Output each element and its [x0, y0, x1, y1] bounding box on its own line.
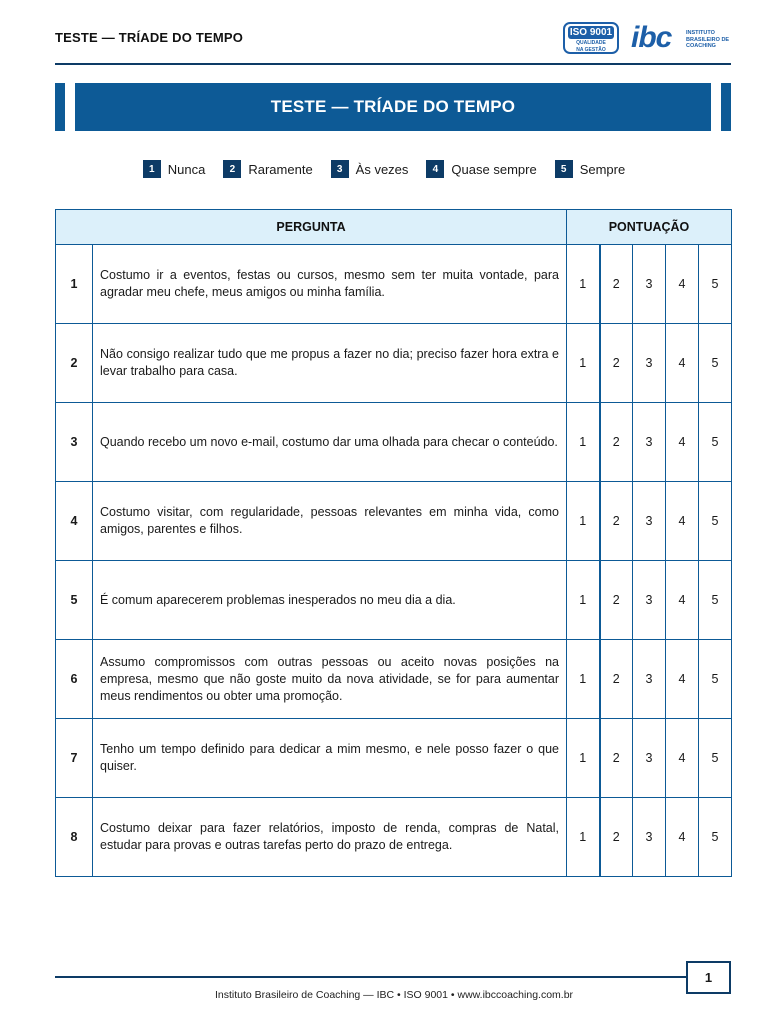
question-text: É comum aparecerem problemas inesperados no meu dia a dia.	[93, 561, 567, 640]
table-row	[56, 719, 732, 798]
ibc-logo-text	[686, 30, 729, 50]
ibc-logo-line3: COACHING	[686, 43, 716, 49]
iso-badge-line2: NA GESTÃO	[576, 47, 606, 53]
banner-left-accent	[55, 83, 65, 131]
score-option-4[interactable]: 4	[666, 719, 699, 798]
score-option-3[interactable]: 3	[633, 640, 666, 719]
banner-right-accent	[721, 83, 731, 131]
score-option-3[interactable]: 3	[633, 561, 666, 640]
score-option-4[interactable]: 4	[666, 403, 699, 482]
legend-label: Quase sempre	[451, 161, 537, 177]
page-header	[55, 22, 731, 64]
legend-item-3	[331, 160, 409, 178]
page-number: 1	[686, 961, 731, 994]
footer-divider	[55, 976, 686, 978]
score-legend	[0, 160, 768, 178]
score-option-3[interactable]: 3	[633, 798, 666, 877]
legend-item-4	[426, 160, 536, 178]
score-option-2[interactable]: 2	[600, 324, 633, 403]
score-option-4[interactable]: 4	[666, 640, 699, 719]
question-number: 6	[56, 640, 93, 719]
question-number: 7	[56, 719, 93, 798]
score-option-4[interactable]: 4	[666, 245, 699, 324]
legend-label: Sempre	[579, 161, 626, 177]
legend-number: 4	[426, 160, 444, 178]
score-option-5[interactable]: 5	[699, 640, 732, 719]
score-option-5[interactable]: 5	[699, 403, 732, 482]
table-body	[56, 245, 732, 877]
score-option-5[interactable]: 5	[699, 324, 732, 403]
score-option-4[interactable]: 4	[666, 482, 699, 561]
table-row	[56, 403, 732, 482]
iso-badge-number: ISO 9001	[569, 27, 613, 38]
score-option-3[interactable]: 3	[633, 324, 666, 403]
score-option-4[interactable]: 4	[666, 561, 699, 640]
legend-number: 2	[223, 160, 241, 178]
question-number: 2	[56, 324, 93, 403]
title-banner	[55, 83, 731, 131]
score-option-3[interactable]: 3	[633, 245, 666, 324]
score-option-2[interactable]: 2	[600, 640, 633, 719]
score-option-2[interactable]: 2	[600, 482, 633, 561]
banner-title: TESTE — TRÍADE DO TEMPO	[270, 97, 516, 116]
iso-9001-badge	[563, 22, 619, 54]
table-row	[56, 482, 732, 561]
question-number: 4	[56, 482, 93, 561]
score-option-1[interactable]: 1	[567, 561, 600, 640]
column-header-question: PERGUNTA	[56, 210, 567, 245]
legend-item-5	[555, 160, 626, 178]
question-text: Costumo deixar para fazer relatórios, imposto de renda, compras de Natal, estudar para provas e outras tarefas perto do prazo de entrega.	[93, 798, 567, 877]
table-row	[56, 640, 732, 719]
score-option-1[interactable]: 1	[567, 324, 600, 403]
score-option-5[interactable]: 5	[699, 561, 732, 640]
score-option-1[interactable]: 1	[567, 403, 600, 482]
score-option-2[interactable]: 2	[600, 403, 633, 482]
question-text: Costumo visitar, com regularidade, pessoas relevantes em minha vida, como amigos, parentes e filhos.	[93, 482, 567, 561]
question-number: 5	[56, 561, 93, 640]
ibc-logo-mark: ibc	[631, 21, 672, 54]
header-divider	[55, 63, 731, 65]
ibc-logo-line2: BRASILEIRO DE	[686, 36, 730, 43]
score-option-5[interactable]: 5	[699, 719, 732, 798]
table-row	[56, 561, 732, 640]
legend-number: 5	[555, 160, 573, 178]
table-row	[56, 324, 732, 403]
question-text: Tenho um tempo definido para dedicar a mim mesmo, e nele posso fazer o que quiser.	[93, 719, 567, 798]
legend-label: Raramente	[248, 161, 313, 177]
column-header-score: PONTUAÇÃO	[567, 210, 732, 245]
score-option-3[interactable]: 3	[633, 403, 666, 482]
score-option-1[interactable]: 1	[567, 798, 600, 877]
question-text: Quando recebo um novo e-mail, costumo dar uma olhada para checar o conteúdo.	[93, 403, 567, 482]
score-option-4[interactable]: 4	[666, 798, 699, 877]
score-option-1[interactable]: 1	[567, 640, 600, 719]
table-row	[56, 798, 732, 877]
iso-badge-line1: QUALIDADE	[576, 40, 606, 46]
score-option-2[interactable]: 2	[600, 245, 633, 324]
banner-body	[75, 83, 711, 131]
score-option-2[interactable]: 2	[600, 798, 633, 877]
question-number: 8	[56, 798, 93, 877]
ibc-logo	[631, 22, 731, 56]
question-text: Não consigo realizar tudo que me propus a fazer no dia; preciso fazer hora extra e levar trabalho para casa.	[93, 324, 567, 403]
table-header-row	[56, 210, 732, 245]
score-option-3[interactable]: 3	[633, 719, 666, 798]
table-row	[56, 245, 732, 324]
score-option-5[interactable]: 5	[699, 482, 732, 561]
ibc-logo-line1: INSTITUTO	[686, 30, 715, 36]
legend-item-1	[143, 160, 206, 178]
legend-number: 3	[331, 160, 349, 178]
score-option-5[interactable]: 5	[699, 245, 732, 324]
score-option-5[interactable]: 5	[699, 798, 732, 877]
quiz-table	[55, 209, 732, 877]
score-option-1[interactable]: 1	[567, 719, 600, 798]
legend-number: 1	[143, 160, 161, 178]
score-option-1[interactable]: 1	[567, 245, 600, 324]
question-text: Assumo compromissos com outras pessoas ou aceito novas posições na empresa, mesmo que não goste muito da nova atividade, se for para aumentar meus rendimentos ou obter uma promoção.	[93, 640, 567, 719]
footer-text: Instituto Brasileiro de Coaching — IBC • ISO 9001 • www.ibccoaching.com.br	[214, 989, 574, 1001]
score-option-1[interactable]: 1	[567, 482, 600, 561]
score-option-4[interactable]: 4	[666, 324, 699, 403]
question-number: 3	[56, 403, 93, 482]
legend-item-2	[223, 160, 312, 178]
header-title: TESTE — TRÍADE DO TEMPO	[55, 30, 244, 45]
legend-label: Às vezes	[355, 161, 409, 177]
score-option-2[interactable]: 2	[600, 561, 633, 640]
legend-label: Nunca	[167, 161, 206, 177]
score-option-2[interactable]: 2	[600, 719, 633, 798]
question-text: Costumo ir a eventos, festas ou cursos, mesmo sem ter muita vontade, para agradar meu chefe, meus amigos ou minha família.	[93, 245, 567, 324]
score-option-3[interactable]: 3	[633, 482, 666, 561]
question-number: 1	[56, 245, 93, 324]
